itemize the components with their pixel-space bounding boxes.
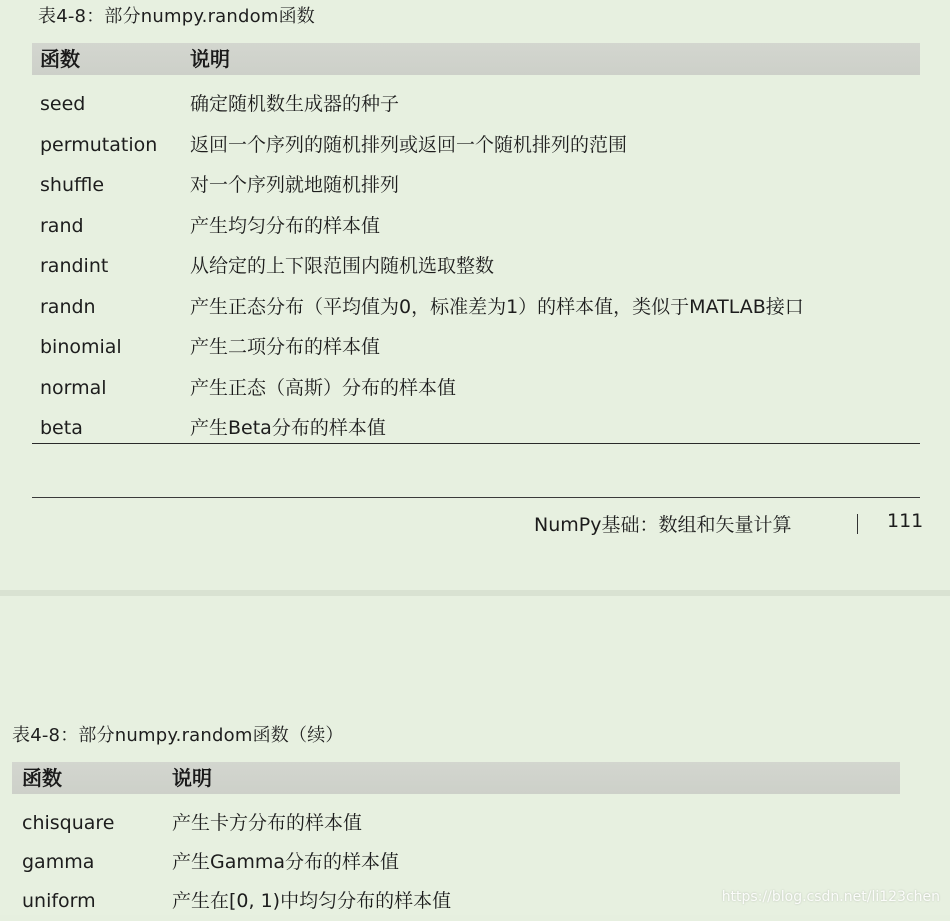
- table-caption: 表4-8：部分numpy.random函数: [38, 6, 315, 27]
- function-description: 从给定的上下限范围内随机选取整数: [190, 255, 495, 277]
- table-caption-continued: 表4-8：部分numpy.random函数（续）: [12, 725, 344, 746]
- function-description: 确定随机数生成器的种子: [190, 93, 400, 115]
- column-header-function: 函数: [22, 766, 62, 790]
- function-name: randn: [40, 295, 96, 318]
- table-row: [40, 368, 920, 408]
- table-row: [40, 84, 920, 124]
- table-row: [40, 125, 920, 165]
- function-name: shuffle: [40, 174, 105, 196]
- function-description: 产生正态（高斯）分布的样本值: [190, 376, 457, 399]
- function-name: uniform: [22, 890, 96, 912]
- table-header-continued: [12, 762, 900, 794]
- running-footer-chapter: NumPy基础：数组和矢量计算: [534, 514, 792, 536]
- function-description: 对一个序列就地随机排列: [190, 174, 400, 196]
- function-name: rand: [40, 214, 84, 237]
- table-header: [32, 43, 920, 75]
- table-row: [40, 408, 920, 448]
- column-header-description: 说明: [172, 766, 212, 790]
- table-row: [22, 842, 902, 882]
- table-row: [22, 803, 902, 843]
- function-description: 产生正态分布（平均值为0，标准差为1）的样本值，类似于MATLAB接口: [190, 295, 804, 318]
- function-name: binomial: [40, 336, 122, 358]
- table-row: [40, 165, 920, 205]
- column-header-function: 函数: [40, 47, 80, 71]
- function-description: 返回一个序列的随机排列或返回一个随机排列的范围: [190, 133, 628, 156]
- page-number: 111: [887, 510, 924, 532]
- function-description: 产生Beta分布的样本值: [190, 417, 386, 439]
- table-row: [40, 327, 920, 367]
- function-description: 产生卡方分布的样本值: [172, 812, 363, 834]
- page-bottom: [0, 596, 950, 915]
- table-row: [40, 246, 920, 286]
- function-name: gamma: [22, 851, 95, 873]
- column-header-description: 说明: [190, 47, 230, 71]
- function-name: beta: [40, 417, 83, 439]
- function-name: normal: [40, 376, 107, 399]
- table-row: [40, 206, 920, 246]
- function-description: 产生均匀分布的样本值: [190, 214, 381, 237]
- table-bottom-rule: [32, 443, 920, 444]
- function-name: chisquare: [22, 812, 115, 834]
- function-name: seed: [40, 93, 86, 115]
- function-description: 产生二项分布的样本值: [190, 336, 381, 358]
- function-description: 产生在[0, 1)中均匀分布的样本值: [172, 890, 452, 912]
- footer-rule: [32, 497, 920, 498]
- function-name: randint: [40, 255, 109, 277]
- function-name: permutation: [40, 133, 158, 156]
- watermark: https://blog.csdn.net/li123chen: [721, 889, 940, 905]
- footer-separator: [857, 514, 858, 534]
- table-row: [40, 287, 920, 327]
- function-description: 产生Gamma分布的样本值: [172, 851, 400, 873]
